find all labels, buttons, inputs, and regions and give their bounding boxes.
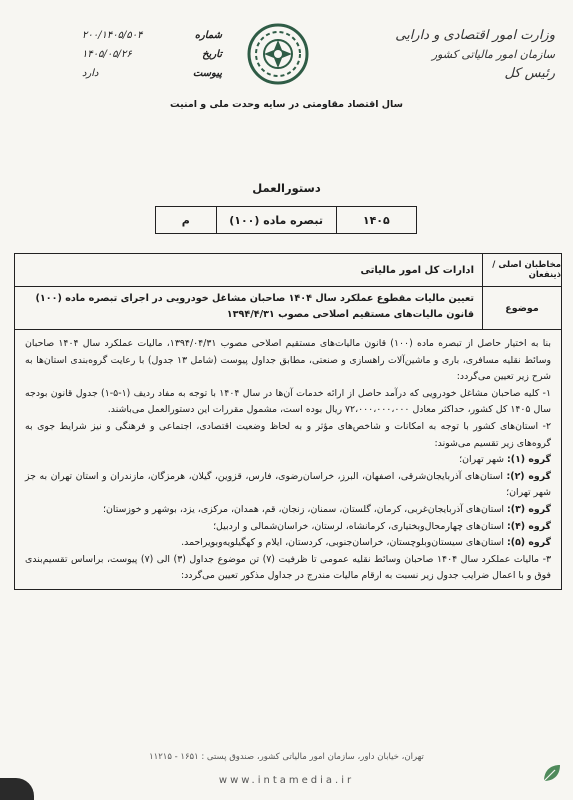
subject-label: موضوع (482, 287, 561, 329)
meta-date-row (82, 45, 222, 64)
paragraph-3: ۳- مالیات عملکرد سال ۱۴۰۴ صاحبان وسائط نقلیه عمومی تا ظرفیت (۷) تن موضوع جداول (۳) الی (۷) پیوست، براساس تقسیم‌بندی فوق و با اعمال ضرایب جدول زیر نسبت به ارقام مالیات مندرج در جداول مذکور تعیین می‌گردد: (25, 553, 551, 582)
recipients-label: مخاطبان اصلی / ذینفعان (482, 254, 561, 286)
leaf-icon (541, 762, 563, 784)
emblem-icon (246, 22, 310, 86)
group-2-label: گروه (۲): (506, 470, 551, 482)
ministry-name: وزارت امور اقتصادی و دارایی (395, 28, 555, 43)
footer-website: www.intamedia.ir (218, 775, 355, 786)
subject-value: تعیین مالیات مقطوع عملکرد سال ۱۴۰۴ صاحبان مشاغل خودرویی در اجرای تبصره ماده (۱۰۰) قانون مالیات‌های مستقیم اصلاحی مصوب ۱۳۹۴/۴/۳۱ (35, 293, 474, 320)
group-2 (25, 469, 551, 502)
recipients-row (15, 254, 561, 287)
ministry-heading (370, 26, 555, 83)
group-4-text: استان‌های چهارمحال‌وبختیاری، کرمانشاه، لرستان، خراسان‌شمالی و اردبیل؛ (213, 520, 505, 532)
meta-number-row (82, 26, 222, 45)
meta-attach-row (82, 64, 222, 83)
instruction-table (14, 253, 562, 590)
instruction-number: ۱۴۰۵ (336, 207, 416, 233)
body-row (15, 330, 561, 589)
organization-name: سازمان امور مالیاتی کشور (431, 48, 555, 61)
group-5-text: استان‌های سیستان‌وبلوچستان، خراسان‌جنوبی، کردستان، ایلام و کهگیلویه‌وبویراحمد. (181, 537, 505, 549)
paragraph-1: ۱- کلیه صاحبان مشاغل خودرویی که درآمد حاصل از ارائه خدمات آن‌ها در سال ۱۴۰۴ با توجه به مفاد ردیف (۱-۵-۱) جدول قانون بودجه سال ۱۴۰۵ کل کشور، حداکثر معادل ۷۲،۰۰۰،۰۰۰،۰۰۰ ریال بوده است، مشمول مقررات این دستورالعمل می‌باشند. (25, 387, 551, 416)
group-3-label: گروه (۳): (507, 503, 551, 515)
number-label: شماره (194, 30, 222, 41)
group-5-label: گروه (۵): (507, 537, 551, 549)
paragraph-intro: بنا به اختیار حاصل از تبصره ماده (۱۰۰) قانون مالیات‌های مستقیم اصلاحی مصوب ۱۳۹۴/۰۴/۳۱، مالیات عملکرد سال ۱۴۰۴ صاحبان وسائط نقلیه مسافری، باری و ماشین‌آلات راهسازی و صنعتی، مطابق جداول پیوست (شامل ۱۳ جدول) با رعایت گروه‌بندی استان‌ها به شرح زیر تعیین می‌گردد: (25, 338, 551, 383)
attach-label: پیوست (192, 68, 222, 79)
paragraph-2: ۲- استان‌های کشور با توجه به امکانات و شاخص‌های مؤثر و به لحاظ وضعیت اقتصادی، اجتماعی و فرهنگی و نیز شرایط جوی به گروه‌های زیر تقسیم می‌شوند: (25, 420, 551, 449)
position-title: رئیس کل (504, 66, 555, 81)
instruction-number-box (155, 206, 417, 234)
group-1-label: گروه (۱): (507, 454, 551, 466)
document-title: دستورالعمل (252, 181, 321, 195)
group-3 (25, 502, 551, 519)
group-3-text: استان‌های آذربایجان‌غربی، کرمان، گلستان، سمنان، زنجان، قم، همدان، مرکزی، یزد، بوشهر و خوزستان؛ (103, 503, 505, 515)
year-motto: سال اقتصاد مقاومتی در سایه وحدت ملی و امنیت (170, 99, 403, 110)
instruction-code: م (181, 213, 190, 227)
footer-address: تهران، خیابان داور، سازمان امور مالیاتی کشور، صندوق پستی : ۱۶۵۱ - ۱۱۲۱۵ (149, 752, 424, 762)
group-4-label: گروه (۴): (507, 520, 551, 532)
subject-row (15, 287, 561, 330)
group-2-text: استان‌های آذربایجان‌شرقی، اصفهان، البرز، خراسان‌رضوی، فارس، قزوین، گیلان، هرمزگان، مازندران و استان تهران به جز شهر تهران؛ (25, 470, 551, 499)
date-label: تاریخ (202, 49, 222, 60)
letter-meta (82, 26, 222, 83)
instruction-subject: تبصره ماده (۱۰۰) (216, 207, 336, 233)
attach-value: دارد (82, 68, 99, 79)
number-value: ۲۰۰/۱۴۰۵/۵۰۴ (82, 30, 143, 41)
group-1-text: شهر تهران؛ (459, 454, 505, 466)
group-5 (25, 535, 551, 552)
date-value: ۱۴۰۵/۰۵/۲۶ (82, 49, 132, 60)
instruction-body (15, 330, 561, 589)
recipients-value: ادارات کل امور مالیاتی (360, 264, 474, 276)
group-1 (25, 452, 551, 469)
group-4 (25, 519, 551, 536)
